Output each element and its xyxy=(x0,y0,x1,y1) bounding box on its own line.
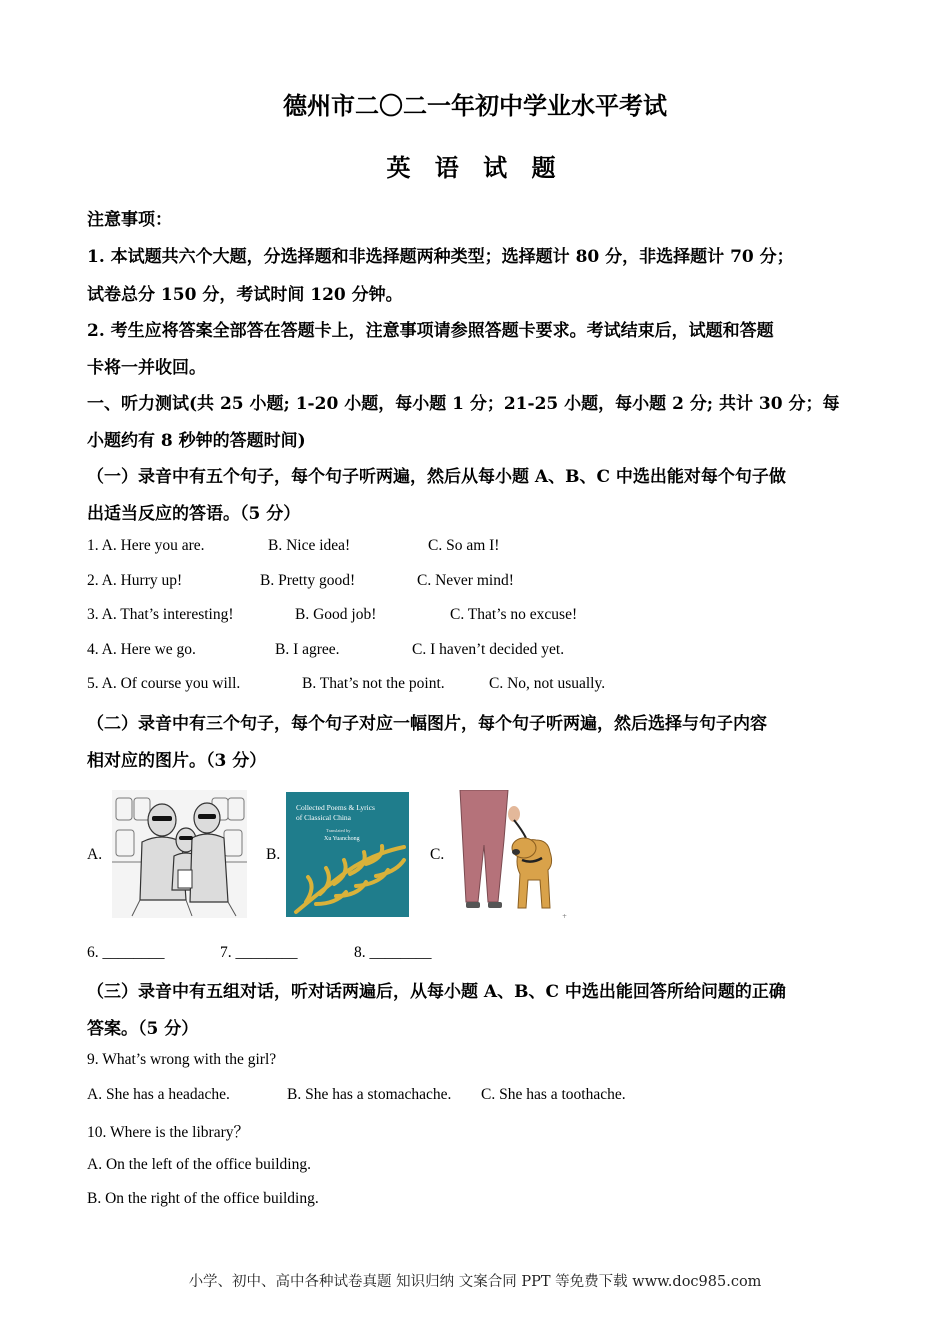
q10-option-b: B. On the right of the office building. xyxy=(87,1190,319,1207)
q10-question: 10. Where is the library？ xyxy=(87,1124,249,1141)
q2-option-c: C. Never mind! xyxy=(417,572,514,589)
notice-heading: 注意事项： xyxy=(87,210,172,230)
q4-option-a: 4. A. Here we go. xyxy=(87,641,196,658)
q1-option-b: B. Nice idea! xyxy=(268,537,351,554)
dog-walking-picture xyxy=(456,790,568,920)
q9-option-b: B. She has a stomachache. xyxy=(287,1086,452,1103)
book-translator: Xu Yuanchong xyxy=(324,836,360,842)
answer-blank-6[interactable]: 6. ________ xyxy=(87,944,165,961)
q10-option-a: A. On the left of the office building. xyxy=(87,1156,311,1173)
poetry-book-cover-picture xyxy=(286,792,409,917)
notice-item-2-line-2: 卡将一并收回。 xyxy=(87,358,206,378)
part-1-instruction-line-2: 出适当反应的答语。（5 分） xyxy=(87,504,301,524)
q4-option-b: B. I agree. xyxy=(275,641,340,658)
q4-option-c: C. I haven’t decided yet. xyxy=(412,641,565,658)
q5-option-b: B. That’s not the point. xyxy=(302,675,445,692)
notice-item-1-line-2: 试卷总分 150 分，考试时间 120 分钟。 xyxy=(87,285,403,305)
answer-blank-7[interactable]: 7. ________ xyxy=(220,944,298,961)
part-3-instruction-line-2: 答案。（5 分） xyxy=(87,1019,199,1039)
picture-label-b: B. xyxy=(266,846,281,863)
q3-option-a: 3. A. That’s interesting! xyxy=(87,606,234,623)
part-1-instruction-line-1: （一）录音中有五个句子，每个句子听两遍，然后从每小题 A、B、C 中选出能对每个句子做 xyxy=(87,467,786,487)
answer-blank-8[interactable]: 8. ________ xyxy=(354,944,432,961)
book-translator-label: Translated by xyxy=(326,828,351,833)
q1-option-c: C. So am I! xyxy=(428,537,500,554)
exam-subtitle: 英 语 试 题 xyxy=(386,153,564,182)
picture-label-a: A. xyxy=(87,846,103,863)
q3-option-b: B. Good job! xyxy=(295,606,377,623)
section-1-heading-line-1: 一、听力测试(共 25 小题; 1-20 小题，每小题 1 分；21-25 小题，每小题 2 分; 共计 30 分；每 xyxy=(87,394,840,414)
q1-option-a: 1. A. Here you are. xyxy=(87,537,205,554)
q5-option-a: 5. A. Of course you will. xyxy=(87,675,241,692)
part-2-instruction-line-1: （二）录音中有三个句子，每个句子对应一幅图片，每个句子听两遍，然后选择与句子内容 xyxy=(87,714,767,734)
q5-option-c: C. No, not usually. xyxy=(489,675,606,692)
q9-question: 9. What’s wrong with the girl? xyxy=(87,1051,277,1068)
book-title-line-1: Collected Poems & Lyrics xyxy=(296,803,375,812)
book-title-line-2: of Classical China xyxy=(296,813,351,822)
q9-option-a: A. She has a headache. xyxy=(87,1086,230,1103)
q3-option-c: C. That’s no excuse! xyxy=(450,606,578,623)
page-footer: 小学、初中、高中各种试卷真题 知识归纳 文案合同 PPT 等免费下载 www.doc985.com xyxy=(188,1274,762,1290)
exam-title: 德州市二〇二一年初中学业水平考试 xyxy=(283,91,667,120)
part-3-instruction-line-1: （三）录音中有五组对话，听对话两遍后，从每小题 A、B、C 中选出能回答所给问题的正确 xyxy=(87,982,786,1002)
q9-option-c: C. She has a toothache. xyxy=(481,1086,626,1103)
notice-item-2-line-1: 2. 考生应将答案全部答在答题卡上，注意事项请参照答题卡要求。考试结束后，试题和答题 xyxy=(87,321,774,341)
notice-item-1-line-1: 1. 本试题共六个大题，分选择题和非选择题两种类型；选择题计 80 分，非选择题计 70 分； xyxy=(87,247,794,267)
picture-label-c: C. xyxy=(430,846,445,863)
cinema-audience-picture xyxy=(112,790,247,918)
svg-text:+: + xyxy=(562,913,568,920)
q2-option-b: B. Pretty good! xyxy=(260,572,356,589)
section-1-heading-line-2: 小题约有 8 秒钟的答题时间) xyxy=(87,431,306,451)
q2-option-a: 2. A. Hurry up! xyxy=(87,572,183,589)
part-2-instruction-line-2: 相对应的图片。（3 分） xyxy=(87,751,267,771)
